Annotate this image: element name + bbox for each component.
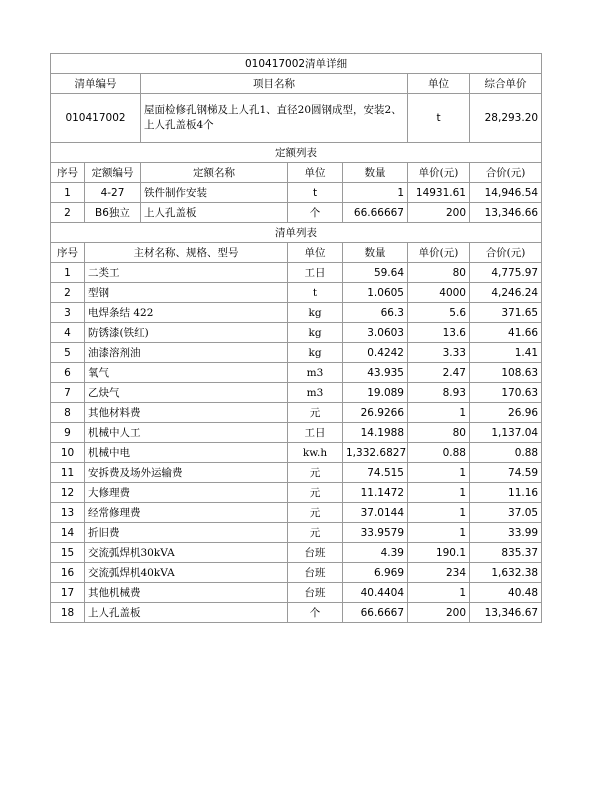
list-unit: kg xyxy=(288,323,343,343)
quota-header-row xyxy=(51,163,542,183)
list-col-qty: 数量 xyxy=(343,243,408,263)
list-no: 8 xyxy=(51,403,85,423)
list-row xyxy=(51,263,542,283)
list-total: 4,775.97 xyxy=(470,263,542,283)
list-no: 18 xyxy=(51,603,85,623)
list-unit: 元 xyxy=(288,463,343,483)
list-unit: 台班 xyxy=(288,543,343,563)
list-price: 13.6 xyxy=(408,323,470,343)
list-unit: 工日 xyxy=(288,423,343,443)
list-total: 41.66 xyxy=(470,323,542,343)
quota-qty: 1 xyxy=(343,183,408,203)
list-no: 9 xyxy=(51,423,85,443)
list-unit: 元 xyxy=(288,403,343,423)
list-row xyxy=(51,283,542,303)
quota-unit: t xyxy=(288,183,343,203)
list-no: 1 xyxy=(51,263,85,283)
list-unit: kg xyxy=(288,303,343,323)
list-total: 1,632.38 xyxy=(470,563,542,583)
item-price: 28,293.20 xyxy=(470,94,542,143)
list-unit: 元 xyxy=(288,483,343,503)
list-row xyxy=(51,543,542,563)
list-row xyxy=(51,443,542,463)
list-unit: 个 xyxy=(288,603,343,623)
list-unit: 工日 xyxy=(288,263,343,283)
list-unit: 元 xyxy=(288,523,343,543)
list-no: 3 xyxy=(51,303,85,323)
quota-col-price: 单价(元) xyxy=(408,163,470,183)
list-no: 10 xyxy=(51,443,85,463)
list-price: 0.88 xyxy=(408,443,470,463)
list-qty: 43.935 xyxy=(343,363,408,383)
list-qty: 59.64 xyxy=(343,263,408,283)
list-total: 40.48 xyxy=(470,583,542,603)
list-total: 371.65 xyxy=(470,303,542,323)
quota-total: 13,346.66 xyxy=(470,203,542,223)
list-qty: 3.0603 xyxy=(343,323,408,343)
list-qty: 66.6667 xyxy=(343,603,408,623)
item-code: 010417002 xyxy=(51,94,141,143)
list-col-no: 序号 xyxy=(51,243,85,263)
list-qty: 33.9579 xyxy=(343,523,408,543)
list-name: 交流弧焊机40kVA xyxy=(85,563,288,583)
quota-col-qty: 数量 xyxy=(343,163,408,183)
list-name: 其他机械费 xyxy=(85,583,288,603)
list-price: 190.1 xyxy=(408,543,470,563)
list-qty: 14.1988 xyxy=(343,423,408,443)
list-qty: 40.4404 xyxy=(343,583,408,603)
list-total: 1.41 xyxy=(470,343,542,363)
list-name: 安拆费及场外运输费 xyxy=(85,463,288,483)
list-total: 33.99 xyxy=(470,523,542,543)
list-col-name: 主材名称、规格、型号 xyxy=(85,243,288,263)
list-no: 15 xyxy=(51,543,85,563)
list-name: 乙炔气 xyxy=(85,383,288,403)
list-unit: 元 xyxy=(288,503,343,523)
list-no: 11 xyxy=(51,463,85,483)
list-section-row xyxy=(51,223,542,243)
list-name: 防锈漆(铁红) xyxy=(85,323,288,343)
list-qty: 1,332.6827 xyxy=(343,443,408,463)
list-row xyxy=(51,423,542,443)
item-row xyxy=(51,94,542,143)
list-qty: 11.1472 xyxy=(343,483,408,503)
table-title: 010417002清单详细 xyxy=(51,54,542,74)
list-no: 14 xyxy=(51,523,85,543)
list-no: 5 xyxy=(51,343,85,363)
item-name: 屋面检修孔钢梯及上人孔1、直径20圆钢成型，安装2、上人孔盖板4个 xyxy=(141,94,408,143)
list-price: 1 xyxy=(408,503,470,523)
list-name: 电焊条结 422 xyxy=(85,303,288,323)
list-name: 型钢 xyxy=(85,283,288,303)
list-row xyxy=(51,323,542,343)
list-unit: kw.h xyxy=(288,443,343,463)
list-price: 234 xyxy=(408,563,470,583)
quota-unit: 个 xyxy=(288,203,343,223)
quota-col-code: 定额编号 xyxy=(85,163,141,183)
list-no: 13 xyxy=(51,503,85,523)
list-qty: 4.39 xyxy=(343,543,408,563)
list-col-unit: 单位 xyxy=(288,243,343,263)
quota-price: 200 xyxy=(408,203,470,223)
quota-no: 1 xyxy=(51,183,85,203)
quota-code: 4-27 xyxy=(85,183,141,203)
list-no: 4 xyxy=(51,323,85,343)
list-total: 13,346.67 xyxy=(470,603,542,623)
list-total: 170.63 xyxy=(470,383,542,403)
list-row xyxy=(51,383,542,403)
list-name: 油漆溶剂油 xyxy=(85,343,288,363)
name-header: 项目名称 xyxy=(141,74,408,94)
list-price: 2.47 xyxy=(408,363,470,383)
list-qty: 37.0144 xyxy=(343,503,408,523)
list-total: 0.88 xyxy=(470,443,542,463)
list-price: 1 xyxy=(408,523,470,543)
list-price: 80 xyxy=(408,263,470,283)
quota-col-total: 合价(元) xyxy=(470,163,542,183)
bill-detail-document xyxy=(50,53,541,623)
list-name: 上人孔盖板 xyxy=(85,603,288,623)
list-name: 机械中电 xyxy=(85,443,288,463)
quota-total: 14,946.54 xyxy=(470,183,542,203)
list-total: 4,246.24 xyxy=(470,283,542,303)
list-total: 108.63 xyxy=(470,363,542,383)
list-price: 1 xyxy=(408,483,470,503)
list-price: 3.33 xyxy=(408,343,470,363)
quota-name: 上人孔盖板 xyxy=(141,203,288,223)
quota-qty: 66.66667 xyxy=(343,203,408,223)
quota-row xyxy=(51,203,542,223)
quota-price: 14931.61 xyxy=(408,183,470,203)
list-no: 16 xyxy=(51,563,85,583)
list-row xyxy=(51,403,542,423)
list-unit: kg xyxy=(288,343,343,363)
list-total: 37.05 xyxy=(470,503,542,523)
quota-code: B6独立 xyxy=(85,203,141,223)
code-header: 清单编号 xyxy=(51,74,141,94)
list-price: 1 xyxy=(408,403,470,423)
list-qty: 66.3 xyxy=(343,303,408,323)
title-row xyxy=(51,54,542,74)
list-row xyxy=(51,363,542,383)
list-col-total: 合价(元) xyxy=(470,243,542,263)
list-unit: m3 xyxy=(288,383,343,403)
list-price: 4000 xyxy=(408,283,470,303)
list-total: 11.16 xyxy=(470,483,542,503)
list-col-price: 单价(元) xyxy=(408,243,470,263)
list-total: 26.96 xyxy=(470,403,542,423)
list-price: 8.93 xyxy=(408,383,470,403)
list-no: 2 xyxy=(51,283,85,303)
list-no: 7 xyxy=(51,383,85,403)
item-unit: t xyxy=(408,94,470,143)
quota-row xyxy=(51,183,542,203)
list-name: 氧气 xyxy=(85,363,288,383)
quota-col-no: 序号 xyxy=(51,163,85,183)
list-qty: 6.969 xyxy=(343,563,408,583)
quota-section-title: 定额列表 xyxy=(51,143,542,163)
list-price: 1 xyxy=(408,463,470,483)
list-name: 交流弧焊机30kVA xyxy=(85,543,288,563)
list-total: 835.37 xyxy=(470,543,542,563)
list-section-title: 清单列表 xyxy=(51,223,542,243)
list-name: 二类工 xyxy=(85,263,288,283)
list-unit: 台班 xyxy=(288,583,343,603)
list-qty: 19.089 xyxy=(343,383,408,403)
list-row xyxy=(51,343,542,363)
quota-no: 2 xyxy=(51,203,85,223)
list-price: 5.6 xyxy=(408,303,470,323)
list-row xyxy=(51,503,542,523)
list-total: 1,137.04 xyxy=(470,423,542,443)
list-row xyxy=(51,563,542,583)
quota-col-name: 定额名称 xyxy=(141,163,288,183)
list-no: 12 xyxy=(51,483,85,503)
list-unit: t xyxy=(288,283,343,303)
quota-col-unit: 单位 xyxy=(288,163,343,183)
list-row xyxy=(51,603,542,623)
price-header: 综合单价 xyxy=(470,74,542,94)
list-row xyxy=(51,583,542,603)
list-qty: 1.0605 xyxy=(343,283,408,303)
list-unit: m3 xyxy=(288,363,343,383)
list-no: 6 xyxy=(51,363,85,383)
header-row xyxy=(51,74,542,94)
unit-header: 单位 xyxy=(408,74,470,94)
list-name: 经常修理费 xyxy=(85,503,288,523)
list-price: 1 xyxy=(408,583,470,603)
list-row xyxy=(51,463,542,483)
list-header-row xyxy=(51,243,542,263)
list-row xyxy=(51,303,542,323)
list-row xyxy=(51,483,542,503)
list-qty: 26.9266 xyxy=(343,403,408,423)
list-name: 大修理费 xyxy=(85,483,288,503)
list-name: 折旧费 xyxy=(85,523,288,543)
list-price: 200 xyxy=(408,603,470,623)
list-unit: 台班 xyxy=(288,563,343,583)
list-row xyxy=(51,523,542,543)
list-qty: 74.515 xyxy=(343,463,408,483)
quota-name: 铁件制作安装 xyxy=(141,183,288,203)
list-price: 80 xyxy=(408,423,470,443)
list-total: 74.59 xyxy=(470,463,542,483)
list-no: 17 xyxy=(51,583,85,603)
list-name: 机械中人工 xyxy=(85,423,288,443)
quota-section-row xyxy=(51,143,542,163)
bill-detail-table xyxy=(50,53,542,623)
list-qty: 0.4242 xyxy=(343,343,408,363)
list-name: 其他材料费 xyxy=(85,403,288,423)
